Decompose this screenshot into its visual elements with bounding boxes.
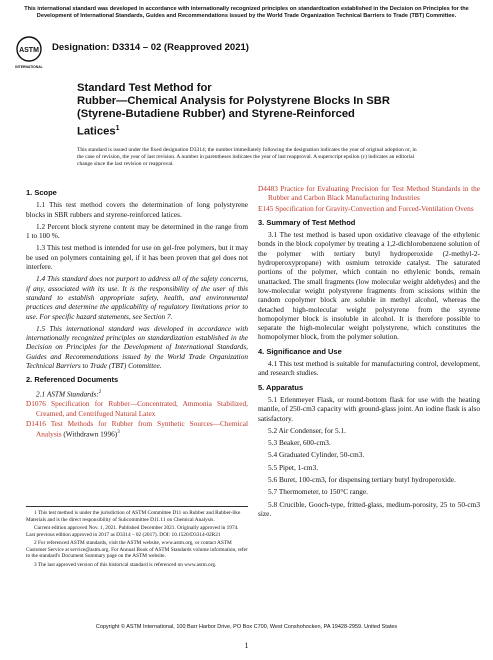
paragraph-1-4: 1.4 This standard does not purport to address all of the safety concerns, if any, associated with its use. It is the responsibility of the user of this standard to establish appropriate safety, health, and environmental practices and determine the applicability of regulatory limitations prior to use. For specific hazard statements, see Section 7. <box>26 274 248 321</box>
section-scope-heading: 1. Scope <box>26 188 57 197</box>
title-line-3: (Styrene-Butadiene Rubber) and Styrene-Reinforced <box>77 108 355 121</box>
paragraph-5-8: 5.8 Crucible, Gooch-type, fritted-glass, medium-porosity, 25 to 50-cm3 size. <box>258 499 480 518</box>
paragraph-1-1: 1.1 This test method covers the determination of long polystyrene blocks in SBR rubbers and styrene-reinforced latices. <box>26 200 248 219</box>
standard-note: This standard is issued under the fixed designation D3314; the number immediately following the designation indicates the year of original adoption or, in the case of revision, the year of last revision. A number in parentheses indicates the year of last reapproval. A superscript epsilon (ε) indicates an editorial change since the last revision or reapproval. <box>77 147 417 167</box>
title-line-1: Standard Test Method for <box>77 82 212 94</box>
page-number: 1 <box>244 641 249 650</box>
paragraph-3-1: 3.1 The test method is based upon oxidative cleavage of the ethylenic bonds in the block copolymer by treating a 1,2-dichlorobenzene solution of the polymer with tertiary butyl hydroperoxide (2-methyl-2-hydroperoxypropane) with osmium tetroxide catalyst. The saturated portions of the polymer, which contain no ethylenic bonds, remain unattacked. The small fragments (low molecular weight aldehydes) and the low-molecular weight polystyrene fragments from scissions within the random copolymer block are soluble in methyl alcohol, whereas the detached high-molecular weight polystyrene from the styrene homopolymer block is insoluble in alcohol. It is therefore possible to separate the high-molecular weight polystyrene, which constitutes the homopolymer block, from the polymer solution. <box>258 230 480 342</box>
astm-logo <box>14 36 44 70</box>
designation: Designation: D3314 – 02 (Reapproved 2021) <box>52 42 249 53</box>
footnote-3: 3 The last approved version of this historical standard is referenced on www.astm.org. <box>34 561 217 568</box>
reference-d4483[interactable]: D4483 Practice for Evaluating Precision for Test Method Standards in the Rubber and Carbon Black Manufacturing Industries <box>258 184 480 203</box>
svg-text:ASTM: ASTM <box>19 47 39 54</box>
wto-notice: This international standard was developed in accordance with internationally recognized principles on standardization established in the Decision on Principles for the Development of International Standards, Guides and Recommendations issued by the World Trade Organization Technical Barriers to Trade (TBT) Committee. <box>24 6 469 19</box>
document-title <box>77 82 407 139</box>
paragraph-5-1: 5.1 Erlenmeyer Flask, or round-bottom flask for use with the heating mantle, of 250-cm3 capacity with ground-glass joint. An iodine flask is also satisfactory. <box>258 394 480 423</box>
section-references-heading: 2. Referenced Documents <box>26 375 119 385</box>
paragraph-1-2: 1.2 Percent block styrene content may be determined in the range from 1 to 100 %. <box>26 221 248 241</box>
paragraph-5-5: 5.5 Pipet, 1-cm3. <box>268 462 319 472</box>
copyright-line: Copyright © ASTM International, 100 Barr Harbor Drive, PO Box C700, West Conshohocken, PA 19428-2959. United States <box>95 624 398 630</box>
paragraph-1-3: 1.3 This test method is intended for use on gel-free polymers, but it may be used on polymers containing gel, if it has been proven that gel does not interfere. <box>26 243 248 272</box>
footnotes <box>26 506 248 570</box>
title-line-2: Rubber—Chemical Analysis for Polystyrene Blocks In SBR <box>77 95 390 108</box>
section-summary-heading: 3. Summary of Test Method <box>258 217 356 227</box>
svg-text:INTERNATIONAL: INTERNATIONAL <box>15 65 43 69</box>
paragraph-5-7: 5.7 Thermometer, to 150°C range. <box>268 487 368 497</box>
left-column <box>26 183 248 440</box>
paragraph-4-1: 4.1 This test method is suitable for manufacturing control, development, and research studies. <box>258 359 480 378</box>
paragraph-5-3: 5.3 Beaker, 600-cm3. <box>268 438 331 448</box>
paragraph-5-2: 5.2 Air Condenser, for 5.1. <box>268 425 346 435</box>
section-significance-heading: 4. Significance and Use <box>258 346 342 356</box>
reference-d1416[interactable]: D1416 Test Methods for Rubber from Synthetic Sources—Chemical Analysis (Withdrawn 1996)$^3$ <box>26 418 248 439</box>
title-line-4: Latices$^1$ <box>77 124 120 138</box>
footnote-1-edition: Current edition approved Nov. 1, 2021. Published December 2021. Originally approved in 1974. Last previous edition approved in 2017 as D3314 – 02 (2017). DOI: 10.1520/D3314-02R21 <box>26 525 239 538</box>
reference-d1076[interactable]: D1076 Specification for Rubber—Concentrated, Ammonia Stabilized, Creamed, and Centrifuged Natural Latex <box>26 399 248 418</box>
right-column <box>258 184 480 521</box>
paragraph-5-4: 5.4 Graduated Cylinder, 50-cm3. <box>268 450 365 460</box>
paragraph-1-5: 1.5 This international standard was developed in accordance with internationally recognized principles on standardization established in the Decision on Principles for the Development of International Standards, Guides and Recommendations issued by the World Trade Organization Technical Barriers to Trade (TBT) Committee. <box>26 323 248 371</box>
footnote-1: 1 This test method is under the jurisdiction of ASTM Committee D11 on Rubber and Rubber-like Materials and is the direct responsibility of Subcommittee D11.11 on Chemical Analysis. <box>26 510 241 523</box>
paragraph-5-6: 5.6 Buret, 100-cm3, for dispensing tertiary butyl hydroperoxide. <box>268 475 456 485</box>
reference-e145[interactable]: E145 Specification for Gravity-Convection and Forced-Ventilation Ovens <box>258 203 474 213</box>
footnote-2: 2 For referenced ASTM standards, visit the ASTM website, www.astm.org, or contact ASTM Customer Service at service@astm.org. For Annual Book of ASTM Standards volume information, refer to the standard's Document Summary page on the ASTM website. <box>26 540 248 559</box>
section-apparatus-heading: 5. Apparatus <box>258 382 304 392</box>
astm-standards-label: 2.1 ASTM Standards:$^2$ <box>36 389 102 399</box>
